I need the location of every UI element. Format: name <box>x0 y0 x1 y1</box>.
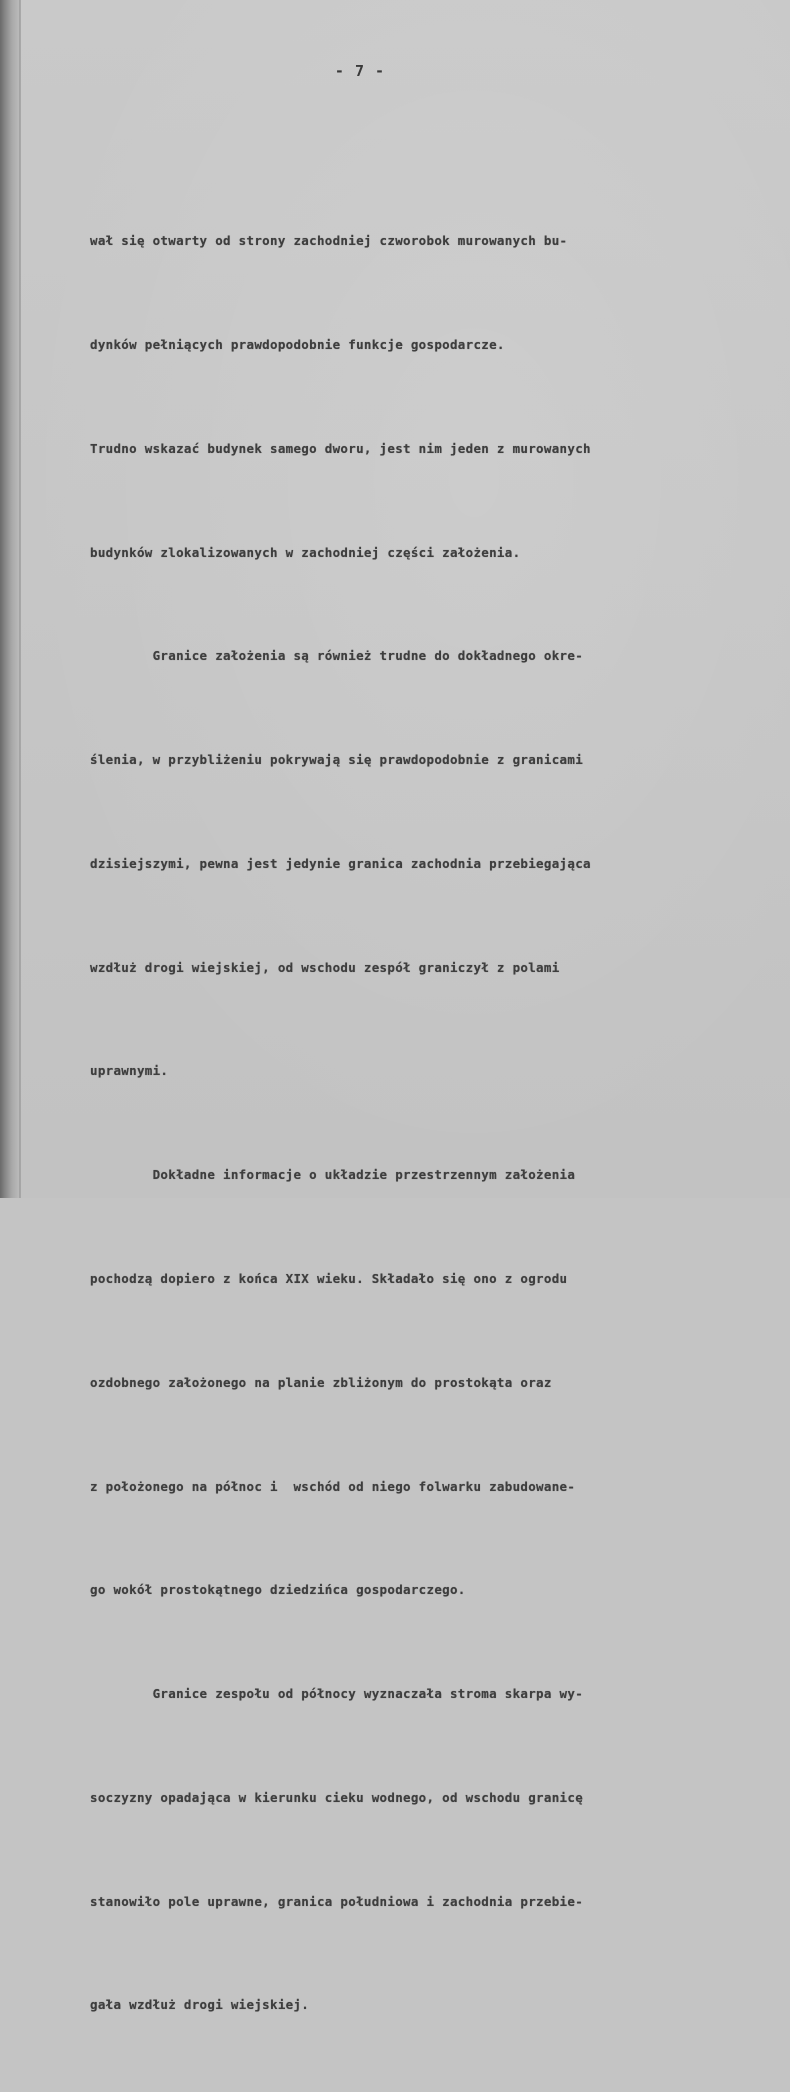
text-line: go wokół prostokątnego dziedzińca gospodarczego. <box>90 1582 466 1598</box>
text-line: ślenia, w przybliżeniu pokrywają się prawdopodobnie z granicami <box>90 752 584 768</box>
page-number: - 7 - <box>334 62 386 80</box>
text-line: soczyzny opadająca w kierunku cieku wodnego, od wschodu granicę <box>90 1789 584 1805</box>
text-line: stanowiło pole uprawne, granica południowa i zachodnia przebie- <box>90 1893 584 1909</box>
text-line: Dokładne informacje o układzie przestrzennym założenia <box>90 1167 576 1183</box>
text-line: dzisiejszymi, pewna jest jedynie granica zachodnia przebiegająca <box>90 855 591 871</box>
text-line: Granice zespołu od północy wyznaczała stroma skarpa wy- <box>90 1686 584 1702</box>
text-line: uprawnymi. <box>90 1063 169 1079</box>
text-line: z położonego na północ i wschód od niego folwarku zabudowane- <box>90 1478 576 1494</box>
text-line: wzdłuż drogi wiejskiej, od wschodu zespół graniczył z polami <box>90 959 560 975</box>
text-line: dynków pełniących prawdopodobnie funkcje gospodarcze. <box>90 336 505 352</box>
text-line: budynków zlokalizowanych w zachodniej części założenia. <box>90 544 521 560</box>
text-line: Trudno wskazać budynek samego dworu, jest nim jeden z murowanych <box>90 440 591 456</box>
text-line: pochodzą dopiero z końca XIX wieku. Składało się ono z ogrodu <box>90 1271 568 1286</box>
text-line: wał się otwarty od strony zachodniej czworobok murowanych bu- <box>90 233 568 249</box>
body-text <box>90 155 780 2092</box>
text-line: Granice założenia są również trudne do dokładnego okre- <box>90 648 584 664</box>
scan-left-edge <box>0 0 20 1198</box>
scan-edge-line <box>19 0 21 1198</box>
text-line: gała wzdłuż drogi wiejskiej. <box>90 1997 310 2013</box>
text-line: ozdobnego założonego na planie zbliżonym do prostokąta oraz <box>90 1374 552 1390</box>
